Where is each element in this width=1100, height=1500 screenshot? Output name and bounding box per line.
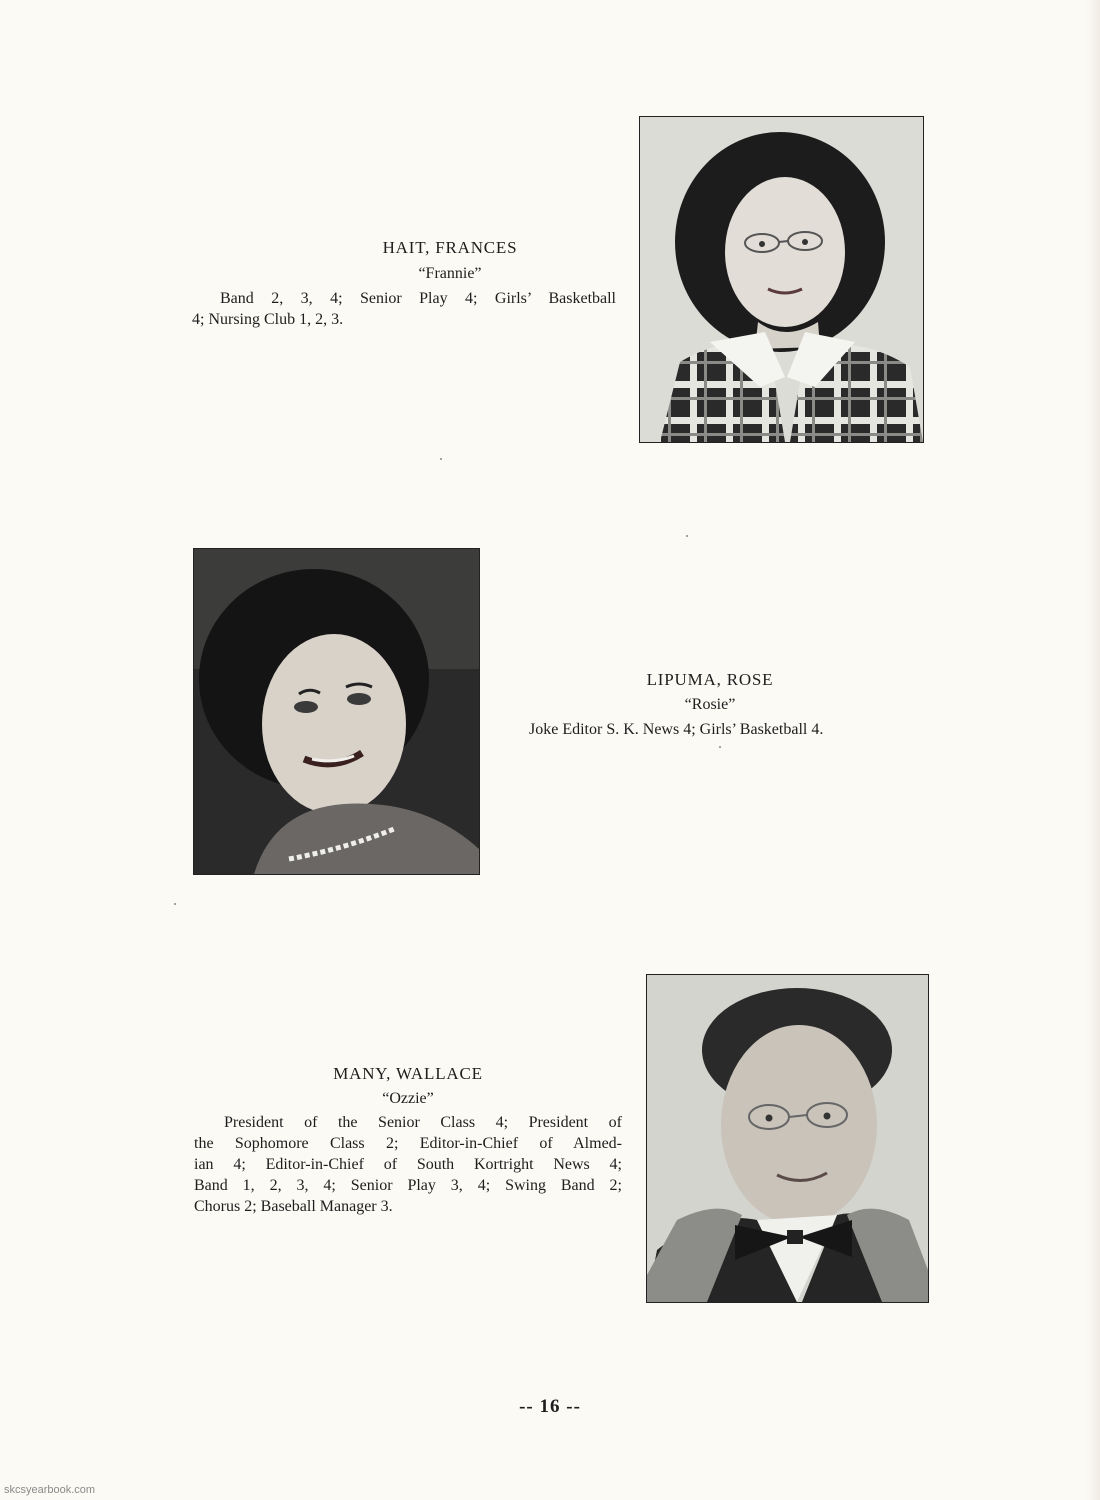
portrait-photo-rose-lipuma	[194, 549, 479, 874]
scan-edge-shadow	[1086, 0, 1100, 1500]
activities-line: President of the Senior Class 4; President of	[224, 1114, 622, 1131]
entry-activities	[192, 288, 616, 330]
activities-line: the Sophomore Class 2; Editor-in-Chief of Almed-	[194, 1135, 622, 1152]
activities-line: Band 2, 3, 4; Senior Play 4; Girls’ Basketball	[220, 290, 616, 307]
entry-name: LIPUMA, ROSE	[646, 670, 774, 689]
scan-speck	[440, 458, 442, 460]
activities-line: 4; Nursing Club 1, 2, 3.	[192, 311, 344, 328]
entry-nickname: “Ozzie”	[382, 1090, 434, 1107]
entry-nickname: “Rosie”	[684, 696, 736, 713]
portrait-photo-wallace-many	[647, 975, 928, 1302]
entry-nickname: “Frannie”	[418, 265, 482, 282]
activities-line: ian 4; Editor-in-Chief of South Kortright News 4;	[194, 1156, 622, 1173]
scan-speck	[686, 535, 688, 537]
entry-name: MANY, WALLACE	[333, 1064, 483, 1083]
scan-speck	[719, 746, 721, 748]
activities-line: Joke Editor S. K. News 4; Girls’ Basketball 4.	[529, 721, 824, 738]
entry-name: HAIT, FRANCES	[382, 238, 518, 257]
page-number: -- 16 --	[519, 1396, 581, 1417]
activities-line: Band 1, 2, 3, 4; Senior Play 3, 4; Swing Band 2;	[194, 1177, 622, 1194]
entry-activities	[194, 1112, 622, 1217]
activities-line: Chorus 2; Baseball Manager 3.	[194, 1198, 393, 1215]
portrait-photo-frances-hait	[640, 117, 923, 442]
entry-activities	[529, 719, 949, 740]
scan-speck	[174, 903, 176, 905]
watermark-text: skcsyearbook.com	[4, 1484, 96, 1496]
